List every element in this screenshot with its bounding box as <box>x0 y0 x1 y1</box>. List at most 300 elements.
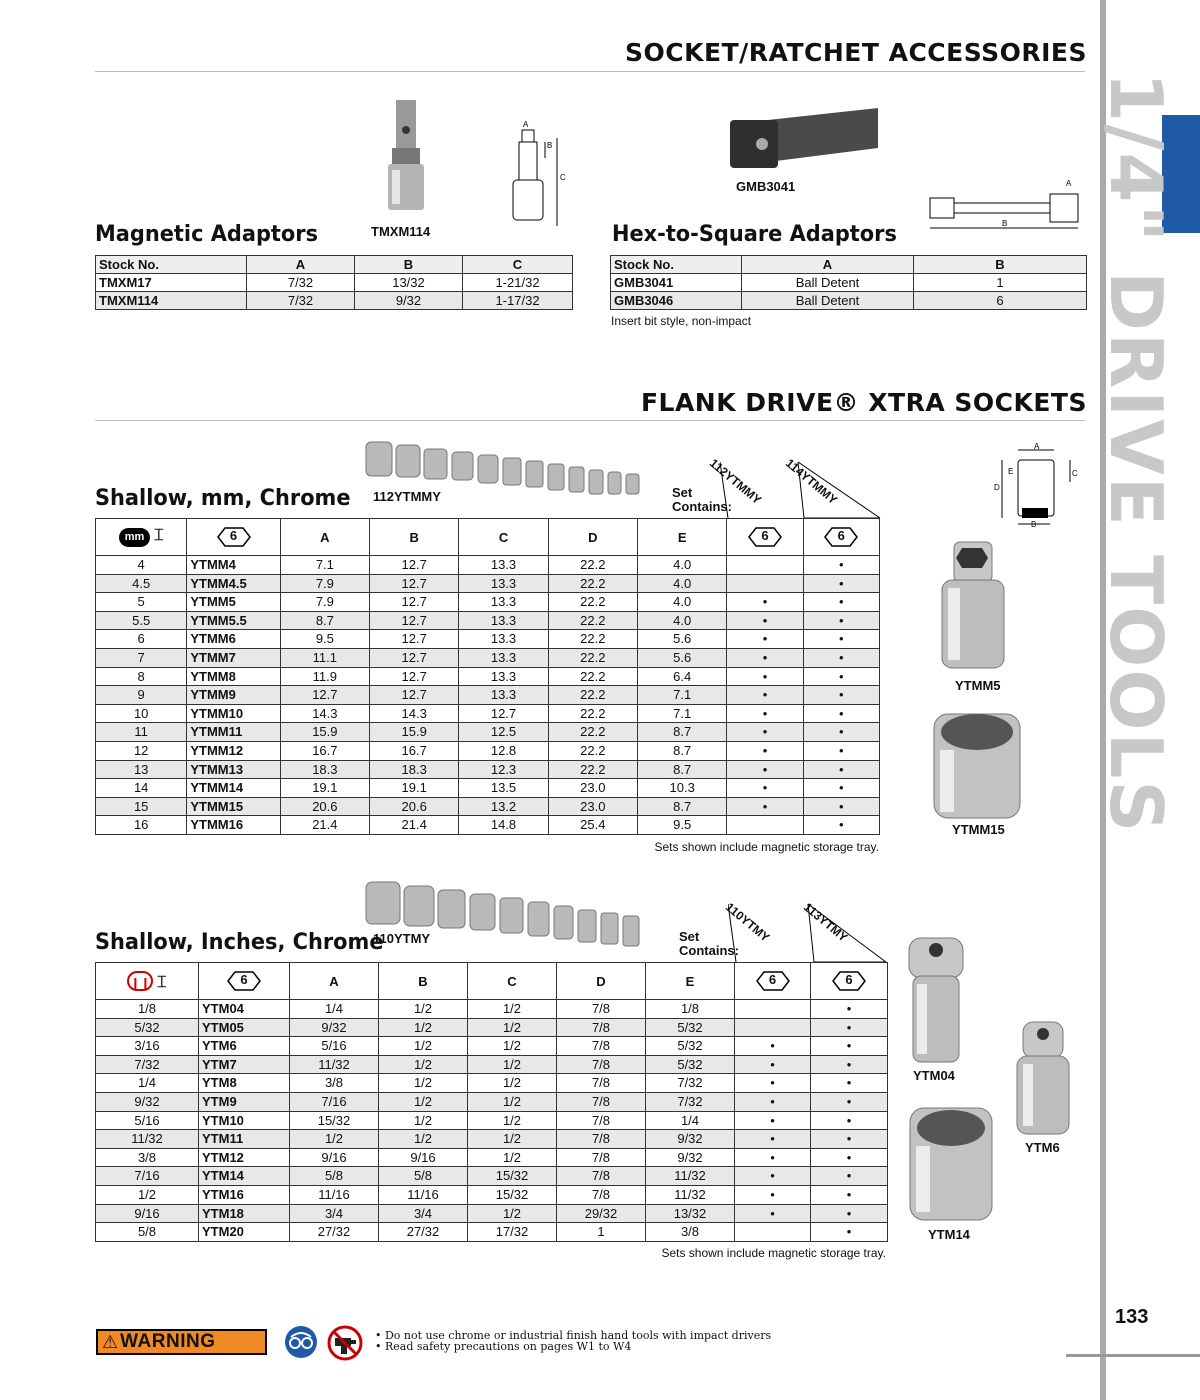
size: 9/32 <box>96 1092 199 1111</box>
size: 8 <box>96 667 187 686</box>
ytm14-caption: YTM14 <box>928 1227 970 1242</box>
cell-b: 12.7 <box>370 686 459 705</box>
cell-a: 3/4 <box>290 1204 379 1223</box>
cell-e: 5/32 <box>646 1018 735 1037</box>
cell-b: 3/4 <box>379 1204 468 1223</box>
cell-c: 12.3 <box>459 760 548 779</box>
set-1-mark: • <box>727 797 803 816</box>
warning-triangle-icon: ⚠ <box>102 1331 119 1352</box>
cell-d: 7/8 <box>557 1148 646 1167</box>
table-row <box>96 556 880 575</box>
cell-b: 15.9 <box>370 723 459 742</box>
cell-b: 12.7 <box>370 611 459 630</box>
set-2-mark: • <box>803 556 879 575</box>
magnetic-table <box>95 255 573 310</box>
cell-e: 4.0 <box>638 611 727 630</box>
hex-point-icon: 6 <box>824 527 858 547</box>
cell-d: 7/8 <box>557 1092 646 1111</box>
inch-size-icon: ❙❙ <box>127 971 153 991</box>
cell-a: 1/2 <box>290 1130 379 1149</box>
table-row <box>96 593 880 612</box>
size: 5/32 <box>96 1018 199 1037</box>
cell-d: 22.2 <box>548 704 637 723</box>
size: 1/8 <box>96 1000 199 1019</box>
cell-a: 15/32 <box>290 1111 379 1130</box>
set-2-mark: • <box>803 574 879 593</box>
cell-b: 14.3 <box>370 704 459 723</box>
set-2-mark: • <box>811 1074 888 1093</box>
cell-b: 12.7 <box>370 556 459 575</box>
size: 3/16 <box>96 1037 199 1056</box>
cell-e: 6.4 <box>638 667 727 686</box>
table-row <box>96 574 880 593</box>
col-stock-no: Stock No. <box>611 256 742 274</box>
cell-a: 21.4 <box>280 816 369 835</box>
cell-e: 5.6 <box>638 648 727 667</box>
section-rule <box>95 71 1085 72</box>
cell-c: 13.3 <box>459 630 548 649</box>
no-impact-driver-icon <box>326 1324 364 1367</box>
warning-line-2: • Read safety precautions on pages W1 to W4 <box>375 1340 632 1353</box>
table-row <box>96 1185 888 1204</box>
stock-no: TMXM114 <box>96 292 247 310</box>
set-2-mark: • <box>811 1130 888 1149</box>
stock-no: YTM18 <box>199 1204 290 1223</box>
cell-c: 13.5 <box>459 779 548 798</box>
cell-a: 14.3 <box>280 704 369 723</box>
col-c: C <box>463 256 573 274</box>
set-2-mark: • <box>803 797 879 816</box>
size: 4.5 <box>96 574 187 593</box>
set-2-mark: • <box>811 1018 888 1037</box>
inch-title: Shallow, Inches, Chrome <box>95 930 384 955</box>
set-2-mark: • <box>803 704 879 723</box>
mm-title: Shallow, mm, Chrome <box>95 486 351 511</box>
cell-e: 13/32 <box>646 1204 735 1223</box>
stock-no: YTMM14 <box>187 779 280 798</box>
col-b: B <box>355 256 463 274</box>
col-e: E <box>638 519 727 556</box>
cell-d: 7/8 <box>557 1185 646 1204</box>
magnetic-adaptor-diagram <box>505 118 575 235</box>
cell-e: 7.1 <box>638 704 727 723</box>
hex-point-icon: 6 <box>217 527 251 547</box>
cell-c: 13.3 <box>459 556 548 575</box>
set-2-mark: • <box>811 1055 888 1074</box>
cell-b: 12.7 <box>370 593 459 612</box>
stock-no: YTMM5 <box>187 593 280 612</box>
table-row <box>96 1111 888 1130</box>
diagram-label-a: A <box>523 120 529 129</box>
cell-b: 9/32 <box>355 292 463 310</box>
table-row <box>96 1000 888 1019</box>
inch-set-contains: Set Contains: <box>679 929 739 958</box>
table-row <box>96 667 880 686</box>
set-1-mark <box>735 1018 811 1037</box>
set-1-mark: • <box>727 779 803 798</box>
table-row <box>96 1037 888 1056</box>
stock-no: YTM14 <box>199 1167 290 1186</box>
diagram-label-b: B <box>1031 520 1037 528</box>
cell-e: 4.0 <box>638 593 727 612</box>
col-a: A <box>247 256 355 274</box>
inch-set-name-2: 113YTMY <box>801 900 851 945</box>
stock-no: YTMM4 <box>187 556 280 575</box>
cell-e: 5/32 <box>646 1055 735 1074</box>
table-row <box>96 686 880 705</box>
cell-d: 29/32 <box>557 1204 646 1223</box>
stock-no: YTMM8 <box>187 667 280 686</box>
cell-b: 21.4 <box>370 816 459 835</box>
cell-a: 19.1 <box>280 779 369 798</box>
stock-no: YTMM15 <box>187 797 280 816</box>
table-row <box>96 816 880 835</box>
size: 7 <box>96 648 187 667</box>
cell-b: 1/2 <box>379 1111 468 1130</box>
cell-b: 5/8 <box>379 1167 468 1186</box>
hex-photo-caption: GMB3041 <box>736 179 796 194</box>
size: 5.5 <box>96 611 187 630</box>
cell-e: 5/32 <box>646 1037 735 1056</box>
table-row <box>96 723 880 742</box>
hex-title: Hex-to-Square Adaptors <box>612 222 897 247</box>
set-2-mark: • <box>811 1167 888 1186</box>
section-rule <box>95 420 1085 421</box>
cell-e: 9.5 <box>638 816 727 835</box>
magnetic-title: Magnetic Adaptors <box>95 222 319 247</box>
col-stock-no: Stock No. <box>96 256 247 274</box>
cell-d: 22.2 <box>548 556 637 575</box>
diagram-label-a: A <box>1034 442 1040 451</box>
set-2-mark: • <box>803 611 879 630</box>
cell-c: 1/2 <box>468 1130 557 1149</box>
cell-d: 7/8 <box>557 1167 646 1186</box>
stock-no: YTM11 <box>199 1130 290 1149</box>
col-c: C <box>459 519 548 556</box>
cell-e: 11/32 <box>646 1167 735 1186</box>
size: 5/8 <box>96 1223 199 1242</box>
cell-e: 4.0 <box>638 574 727 593</box>
warning-badge <box>96 1329 267 1355</box>
cell-a: 11.9 <box>280 667 369 686</box>
hex-adaptor-diagram <box>928 176 1088 237</box>
cell-b: 20.6 <box>370 797 459 816</box>
size: 3/8 <box>96 1148 199 1167</box>
set-1-mark: • <box>727 611 803 630</box>
set-1-mark <box>735 1000 811 1019</box>
inch-set-name-1: 110YTMY <box>723 900 773 945</box>
cell-d: 7/8 <box>557 1111 646 1130</box>
set-1-mark: • <box>735 1130 811 1149</box>
col-b: B <box>914 256 1087 274</box>
cell-b: 1 <box>914 274 1087 292</box>
mm-header-diagonals <box>720 462 882 520</box>
size: 13 <box>96 760 187 779</box>
set-1-mark: • <box>727 630 803 649</box>
hex-point-icon: 6 <box>227 971 261 991</box>
cell-c: 1/2 <box>468 1037 557 1056</box>
mm-socket-table <box>95 518 880 835</box>
cell-b: 1/2 <box>379 1092 468 1111</box>
stock-no: YTMM5.5 <box>187 611 280 630</box>
height-icon: ⌶ <box>153 527 164 544</box>
set-2-mark: • <box>811 1111 888 1130</box>
height-icon: ⌶ <box>157 974 167 991</box>
col-set-1 <box>735 963 811 1000</box>
cell-a: 12.7 <box>280 686 369 705</box>
set-1-mark: • <box>735 1092 811 1111</box>
page-number-rule <box>1066 1354 1200 1357</box>
ytm6-photo <box>1015 1020 1071 1143</box>
cell-d: 7/8 <box>557 1018 646 1037</box>
set-2-mark: • <box>803 686 879 705</box>
stock-no: YTM8 <box>199 1074 290 1093</box>
set-2-mark: • <box>803 648 879 667</box>
cell-b: 1/2 <box>379 1000 468 1019</box>
cell-b: 13/32 <box>355 274 463 292</box>
stock-no: YTM12 <box>199 1148 290 1167</box>
set-1-mark: • <box>735 1167 811 1186</box>
col-a: A <box>280 519 369 556</box>
set-1-mark: • <box>735 1055 811 1074</box>
size: 1/4 <box>96 1074 199 1093</box>
cell-a: 11/32 <box>290 1055 379 1074</box>
table-row <box>96 1130 888 1149</box>
stock-no: YTM05 <box>199 1018 290 1037</box>
cell-c: 13.3 <box>459 574 548 593</box>
cell-d: 22.2 <box>548 760 637 779</box>
cell-c: 1/2 <box>468 1055 557 1074</box>
set-1-mark: • <box>727 760 803 779</box>
cell-c: 15/32 <box>468 1185 557 1204</box>
cell-b: 12.7 <box>370 574 459 593</box>
cell-c: 13.2 <box>459 797 548 816</box>
cell-a: 16.7 <box>280 741 369 760</box>
cell-a: 7.1 <box>280 556 369 575</box>
table-row <box>96 1204 888 1223</box>
cell-e: 10.3 <box>638 779 727 798</box>
warning-line-1: • Do not use chrome or industrial finish hand tools with impact drivers <box>375 1329 772 1342</box>
set-2-mark: • <box>811 1148 888 1167</box>
size: 14 <box>96 779 187 798</box>
set-2-mark: • <box>803 816 879 835</box>
cell-b: 9/16 <box>379 1148 468 1167</box>
cell-e: 4.0 <box>638 556 727 575</box>
cell-c: 1-17/32 <box>463 292 573 310</box>
stock-no: YTM7 <box>199 1055 290 1074</box>
set-2-mark: • <box>803 667 879 686</box>
set-1-mark: • <box>727 741 803 760</box>
ytmm15-caption: YTMM15 <box>952 822 1005 837</box>
col-c: C <box>468 963 557 1000</box>
set-2-mark: • <box>803 741 879 760</box>
warning-label: WARNING <box>120 1331 216 1352</box>
cell-a: Ball Detent <box>742 274 914 292</box>
cell-a: 11/16 <box>290 1185 379 1204</box>
cell-b: 12.7 <box>370 667 459 686</box>
set-1-mark <box>727 556 803 575</box>
set-1-mark <box>727 816 803 835</box>
set-1-mark: • <box>735 1111 811 1130</box>
table-row <box>96 274 573 292</box>
section-title-accessories: SOCKET/RATCHET ACCESSORIES <box>625 38 1087 67</box>
cell-c: 17/32 <box>468 1223 557 1242</box>
cell-a: 5/8 <box>290 1167 379 1186</box>
size: 9/16 <box>96 1204 199 1223</box>
diagram-label-e: E <box>1008 467 1014 476</box>
mm-note: Sets shown include magnetic storage tray. <box>654 840 879 854</box>
col-a: A <box>290 963 379 1000</box>
table-row <box>96 1092 888 1111</box>
stock-no: YTMM12 <box>187 741 280 760</box>
cell-c: 1/2 <box>468 1000 557 1019</box>
stock-no: YTMM9 <box>187 686 280 705</box>
hex-point-icon: 6 <box>832 971 866 991</box>
magnetic-adaptor-photo <box>382 100 432 227</box>
set-2-mark: • <box>811 1223 888 1242</box>
set-1-mark: • <box>727 686 803 705</box>
col-set-1 <box>727 519 803 556</box>
size: 9 <box>96 686 187 705</box>
cell-b: 12.7 <box>370 648 459 667</box>
cell-e: 7.1 <box>638 686 727 705</box>
cell-c: 12.8 <box>459 741 548 760</box>
cell-d: 22.2 <box>548 723 637 742</box>
mm-set-name-2: 114YTMMY <box>783 456 841 508</box>
col-stock-point <box>187 519 280 556</box>
stock-no: YTM04 <box>199 1000 290 1019</box>
col-size <box>96 963 199 1000</box>
cell-c: 1-21/32 <box>463 274 573 292</box>
cell-b: 19.1 <box>370 779 459 798</box>
size: 7/16 <box>96 1167 199 1186</box>
stock-no: TMXM17 <box>96 274 247 292</box>
hex-note: Insert bit style, non-impact <box>611 314 752 328</box>
size: 6 <box>96 630 187 649</box>
magnetic-photo-caption: TMXM114 <box>371 224 431 239</box>
table-row <box>96 1055 888 1074</box>
cell-a: 18.3 <box>280 760 369 779</box>
col-b: B <box>370 519 459 556</box>
cell-c: 13.3 <box>459 686 548 705</box>
cell-c: 1/2 <box>468 1018 557 1037</box>
stock-no: YTMM10 <box>187 704 280 723</box>
set-1-mark: • <box>727 723 803 742</box>
hex-adaptor-photo <box>728 100 880 183</box>
table-row <box>96 797 880 816</box>
set-1-mark: • <box>727 593 803 612</box>
mm-set-caption: 112YTMMY <box>373 489 441 504</box>
cell-d: 22.2 <box>548 741 637 760</box>
size: 12 <box>96 741 187 760</box>
cell-e: 3/8 <box>646 1223 735 1242</box>
diagram-label-d: D <box>994 483 1000 492</box>
cell-d: 25.4 <box>548 816 637 835</box>
stock-no: YTMM7 <box>187 648 280 667</box>
cell-c: 1/2 <box>468 1111 557 1130</box>
size: 1/2 <box>96 1185 199 1204</box>
stock-no: YTM9 <box>199 1092 290 1111</box>
cell-c: 12.7 <box>459 704 548 723</box>
cell-d: 22.2 <box>548 593 637 612</box>
cell-e: 5.6 <box>638 630 727 649</box>
stock-no: GMB3041 <box>611 274 742 292</box>
cell-c: 15/32 <box>468 1167 557 1186</box>
set-2-mark: • <box>803 779 879 798</box>
cell-c: 13.3 <box>459 648 548 667</box>
table-row <box>96 648 880 667</box>
cell-e: 11/32 <box>646 1185 735 1204</box>
cell-a: 7.9 <box>280 593 369 612</box>
set-1-mark: • <box>727 667 803 686</box>
mm-set-name-1: 112YTMMY <box>707 456 765 508</box>
set-2-mark: • <box>803 593 879 612</box>
cell-b: 11/16 <box>379 1185 468 1204</box>
cell-a: 27/32 <box>290 1223 379 1242</box>
cell-e: 7/32 <box>646 1074 735 1093</box>
hex-point-icon: 6 <box>748 527 782 547</box>
set-1-mark <box>727 574 803 593</box>
cell-d: 7/8 <box>557 1037 646 1056</box>
cell-a: 7/32 <box>247 274 355 292</box>
cell-a: 7.9 <box>280 574 369 593</box>
set-1-mark: • <box>735 1185 811 1204</box>
ytmm5-caption: YTMM5 <box>955 678 1001 693</box>
col-b: B <box>379 963 468 1000</box>
cell-a: 5/16 <box>290 1037 379 1056</box>
set-2-mark: • <box>803 760 879 779</box>
ytmm5-photo <box>940 540 1006 677</box>
cell-d: 7/8 <box>557 1055 646 1074</box>
cell-a: 8.7 <box>280 611 369 630</box>
cell-d: 7/8 <box>557 1130 646 1149</box>
cell-e: 1/4 <box>646 1111 735 1130</box>
size: 4 <box>96 556 187 575</box>
cell-b: 27/32 <box>379 1223 468 1242</box>
table-row <box>96 704 880 723</box>
size: 5/16 <box>96 1111 199 1130</box>
inch-socket-table <box>95 962 888 1242</box>
table-row <box>96 1223 888 1242</box>
col-size <box>96 519 187 556</box>
cell-d: 23.0 <box>548 779 637 798</box>
cell-d: 23.0 <box>548 797 637 816</box>
cell-a: 1/4 <box>290 1000 379 1019</box>
cell-a: 15.9 <box>280 723 369 742</box>
size: 7/32 <box>96 1055 199 1074</box>
mm-size-icon: mm <box>119 528 151 547</box>
stock-no: YTM20 <box>199 1223 290 1242</box>
set-1-mark: • <box>735 1148 811 1167</box>
table-row <box>96 779 880 798</box>
set-2-mark: • <box>811 1000 888 1019</box>
cell-a: 9/16 <box>290 1148 379 1167</box>
diagram-label-b: B <box>1002 219 1008 228</box>
cell-b: 1/2 <box>379 1037 468 1056</box>
table-row <box>96 630 880 649</box>
set-1-mark: • <box>735 1074 811 1093</box>
stock-no: YTMM6 <box>187 630 280 649</box>
cell-e: 8.7 <box>638 760 727 779</box>
set-1-mark: • <box>735 1204 811 1223</box>
cell-a: 11.1 <box>280 648 369 667</box>
cell-a: 3/8 <box>290 1074 379 1093</box>
set-2-mark: • <box>811 1037 888 1056</box>
cell-a: 7/16 <box>290 1092 379 1111</box>
col-d: D <box>557 963 646 1000</box>
cell-e: 9/32 <box>646 1130 735 1149</box>
inch-header-diagonals <box>728 904 890 964</box>
